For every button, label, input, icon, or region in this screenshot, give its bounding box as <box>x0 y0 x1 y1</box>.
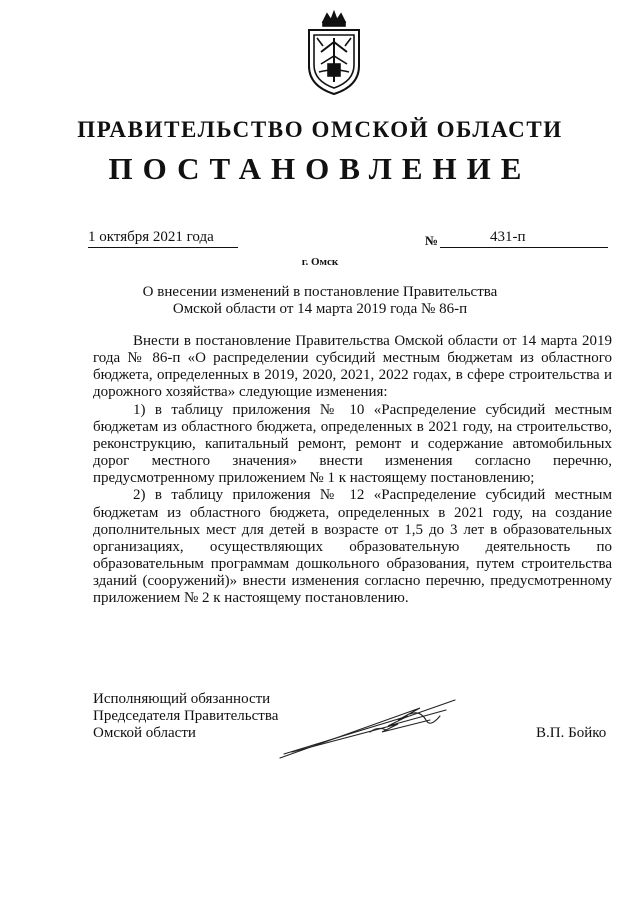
document-number <box>440 229 608 248</box>
document-subject <box>0 284 640 318</box>
signatory-name: В.П. Бойко <box>536 725 607 741</box>
document-subject-line-1: О внесении изменений в постановление Правительства <box>142 284 498 300</box>
government-title: ПРАВИТЕЛЬСТВО ОМСКОЙ ОБЛАСТИ <box>77 117 563 142</box>
signatory-position-line-1: Исполняющий обязанности <box>93 691 271 707</box>
signatory-position <box>93 691 278 742</box>
body-item-2-paragraph: 2) в таблицу приложения № 12 «Распределение субсидий местным бюджетам из областного бюджета, определенных в 2021 году, на создание дополнительных мест для детей в возрасте от 1,5 до 3 лет в образовательных организациях, осуществляющих образовательную деятельность по образовательным программам дошкольного образования, путем строительства зданий (сооружений)» внести изменения согласно перечню, предусмотренному приложением № 2 к настоящему постановлению. <box>93 487 612 607</box>
handwritten-signature <box>270 680 470 770</box>
body-item-1-paragraph: 1) в таблицу приложения № 10 «Распределение субсидий местным бюджетам из областного бюджета, определенных в 2021 году, на строительство, реконструкцию, капитальный ремонт, ремонт и содержание автомобильных дорог местного значения» внести изменения согласно перечню, предусмотренному приложением № 1 к настоящему постановлению; <box>93 401 612 487</box>
signatory-position-line-3: Омской области <box>93 725 196 741</box>
document-date-value: 1 октября 2021 года <box>88 229 214 245</box>
document-number-label: № <box>425 233 439 248</box>
body-intro-paragraph: Внести в постановление Правительства Омской области от 14 марта 2019 года № 86-п «О распределении субсидий местным бюджетам из областного бюджета, определенных в 2019, 2020, 2021, 2022 годах, в сфере строительства и дорожного хозяйства» следующие изменения: <box>93 333 612 401</box>
document-date <box>88 229 238 248</box>
omsk-region-coat-of-arms-icon <box>299 8 369 98</box>
document-city: г. Омск <box>301 256 339 268</box>
document-type-title: ПОСТАНОВЛЕНИЕ <box>108 151 532 186</box>
document-body <box>93 333 612 608</box>
document-subject-line-2: Омской области от 14 марта 2019 года № 86-п <box>172 301 468 317</box>
document-number-value: 431-п <box>490 229 526 245</box>
signatory-position-line-2: Председателя Правительства <box>93 708 279 724</box>
